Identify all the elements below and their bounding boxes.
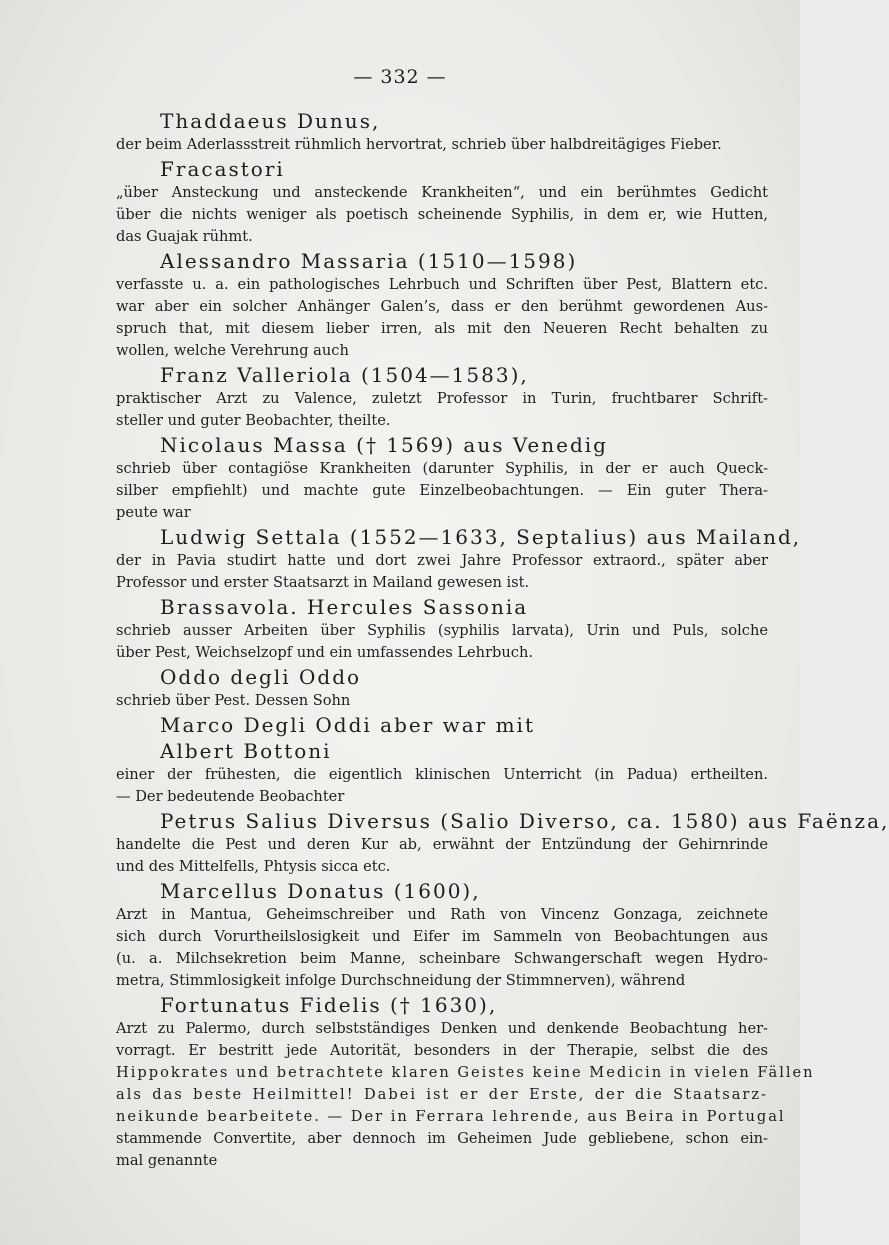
person-heading: Albert Bottoni xyxy=(160,739,332,763)
text-line: Arzt in Mantua, Geheimschreiber und Rath von Vincenz Gonzaga, zeichnete xyxy=(116,906,768,923)
person-heading: Ludwig Settala (1552—1633, Septalius) aus Mailand, xyxy=(160,525,802,549)
text-line: und des Mittelfells, Phtysis sicca etc. xyxy=(116,858,391,875)
text-line: peute war xyxy=(116,504,191,521)
person-heading: Nicolaus Massa († 1569) aus Venedig xyxy=(160,433,608,457)
person-heading: Petrus Salius Diversus (Salio Diverso, ca. 1580) aus Faënza, xyxy=(160,809,889,833)
text-line: metra, Stimmlosigkeit infolge Durchschneidung der Stimmnerven), während xyxy=(116,972,686,989)
person-heading: Thaddaeus Dunus, xyxy=(160,109,381,133)
person-heading: Marcellus Donatus (1600), xyxy=(160,879,481,903)
text-line: verfasste u. a. ein pathologisches Lehrbuch und Schriften über Pest, Blattern etc. xyxy=(116,276,768,293)
text-line: Hippokrates und betrachtete klaren Geistes keine Medicin in vielen Fällen xyxy=(116,1064,815,1081)
text-line: — Der bedeutende Beobachter xyxy=(116,788,345,805)
text-line: spruch that, mit diesem lieber irren, als mit den Neueren Recht behalten zu xyxy=(116,320,768,337)
text-line: silber empfiehlt) und machte gute Einzelbeobachtungen. — Ein guter Thera- xyxy=(116,482,768,499)
text-line: über Pest, Weichselzopf und ein umfassendes Lehrbuch. xyxy=(116,644,533,661)
person-heading: Marco Degli Oddi aber war mit xyxy=(160,713,535,737)
text-line: als das beste Heilmittel! Dabei ist er der Erste, der die Staatsarz- xyxy=(116,1086,768,1103)
text-line: über die nichts weniger als poetisch scheinende Syphilis, in dem er, wie Hutten, xyxy=(116,206,768,223)
body-text xyxy=(116,108,889,1172)
text-line: der in Pavia studirt hatte und dort zwei Jahre Professor extraord., später aber xyxy=(116,552,768,569)
text-line: stammende Convertite, aber dennoch im Geheimen Jude gebliebene, schon ein- xyxy=(116,1130,768,1147)
person-heading: Fortunatus Fidelis († 1630), xyxy=(160,993,498,1017)
text-line: wollen, welche Verehrung auch xyxy=(116,342,349,359)
text-line: Arzt zu Palermo, durch selbstständiges Denken und denkende Beobachtung her- xyxy=(116,1020,768,1037)
person-heading: Alessandro Massaria (1510—1598) xyxy=(160,249,578,273)
text-line: „über Ansteckung und ansteckende Krankheiten“, und ein berühmtes Gedicht xyxy=(116,184,768,201)
person-heading: Franz Valleriola (1504—1583), xyxy=(160,363,529,387)
text-line: der beim Aderlassstreit rühmlich hervortrat, schrieb über halbdreitägiges Fieber. xyxy=(116,136,722,153)
text-line: war aber ein solcher Anhänger Galen’s, dass er den berühmt gewordenen Aus- xyxy=(116,298,768,315)
person-heading: Oddo degli Oddo xyxy=(160,665,362,689)
page-number: — 332 — xyxy=(353,66,447,88)
text-line: steller und guter Beobachter, theilte. xyxy=(116,412,391,429)
text-line: das Guajak rühmt. xyxy=(116,228,253,245)
text-line: einer der frühesten, die eigentlich klinischen Unterricht (in Padua) ertheilten. xyxy=(116,766,768,783)
text-line: sich durch Vorurtheilslosigkeit und Eifer im Sammeln von Beobachtungen aus xyxy=(116,928,768,945)
text-line: (u. a. Milchsekretion beim Manne, scheinbare Schwangerschaft wegen Hydro- xyxy=(116,950,768,967)
text-line: handelte die Pest und deren Kur ab, erwähnt der Entzündung der Gehirnrinde xyxy=(116,836,768,853)
text-line: Professor und erster Staatsarzt in Mailand gewesen ist. xyxy=(116,574,530,591)
text-line: praktischer Arzt zu Valence, zuletzt Professor in Turin, fruchtbarer Schrift- xyxy=(116,390,768,407)
person-heading: Fracastori xyxy=(160,157,285,181)
text-line: schrieb über Pest. Dessen Sohn xyxy=(116,692,351,709)
text-line: schrieb über contagiöse Krankheiten (darunter Syphilis, in der er auch Queck- xyxy=(116,460,768,477)
text-line: mal genannte xyxy=(116,1152,218,1169)
text-line: schrieb ausser Arbeiten über Syphilis (syphilis larvata), Urin und Puls, solche xyxy=(116,622,768,639)
person-heading: Brassavola. Hercules Sassonia xyxy=(160,595,529,619)
text-line: vorragt. Er bestritt jede Autorität, besonders in der Therapie, selbst die des xyxy=(116,1042,768,1059)
text-line: neikunde bearbeitete. — Der in Ferrara lehrende, aus Beira in Portugal xyxy=(116,1108,786,1125)
